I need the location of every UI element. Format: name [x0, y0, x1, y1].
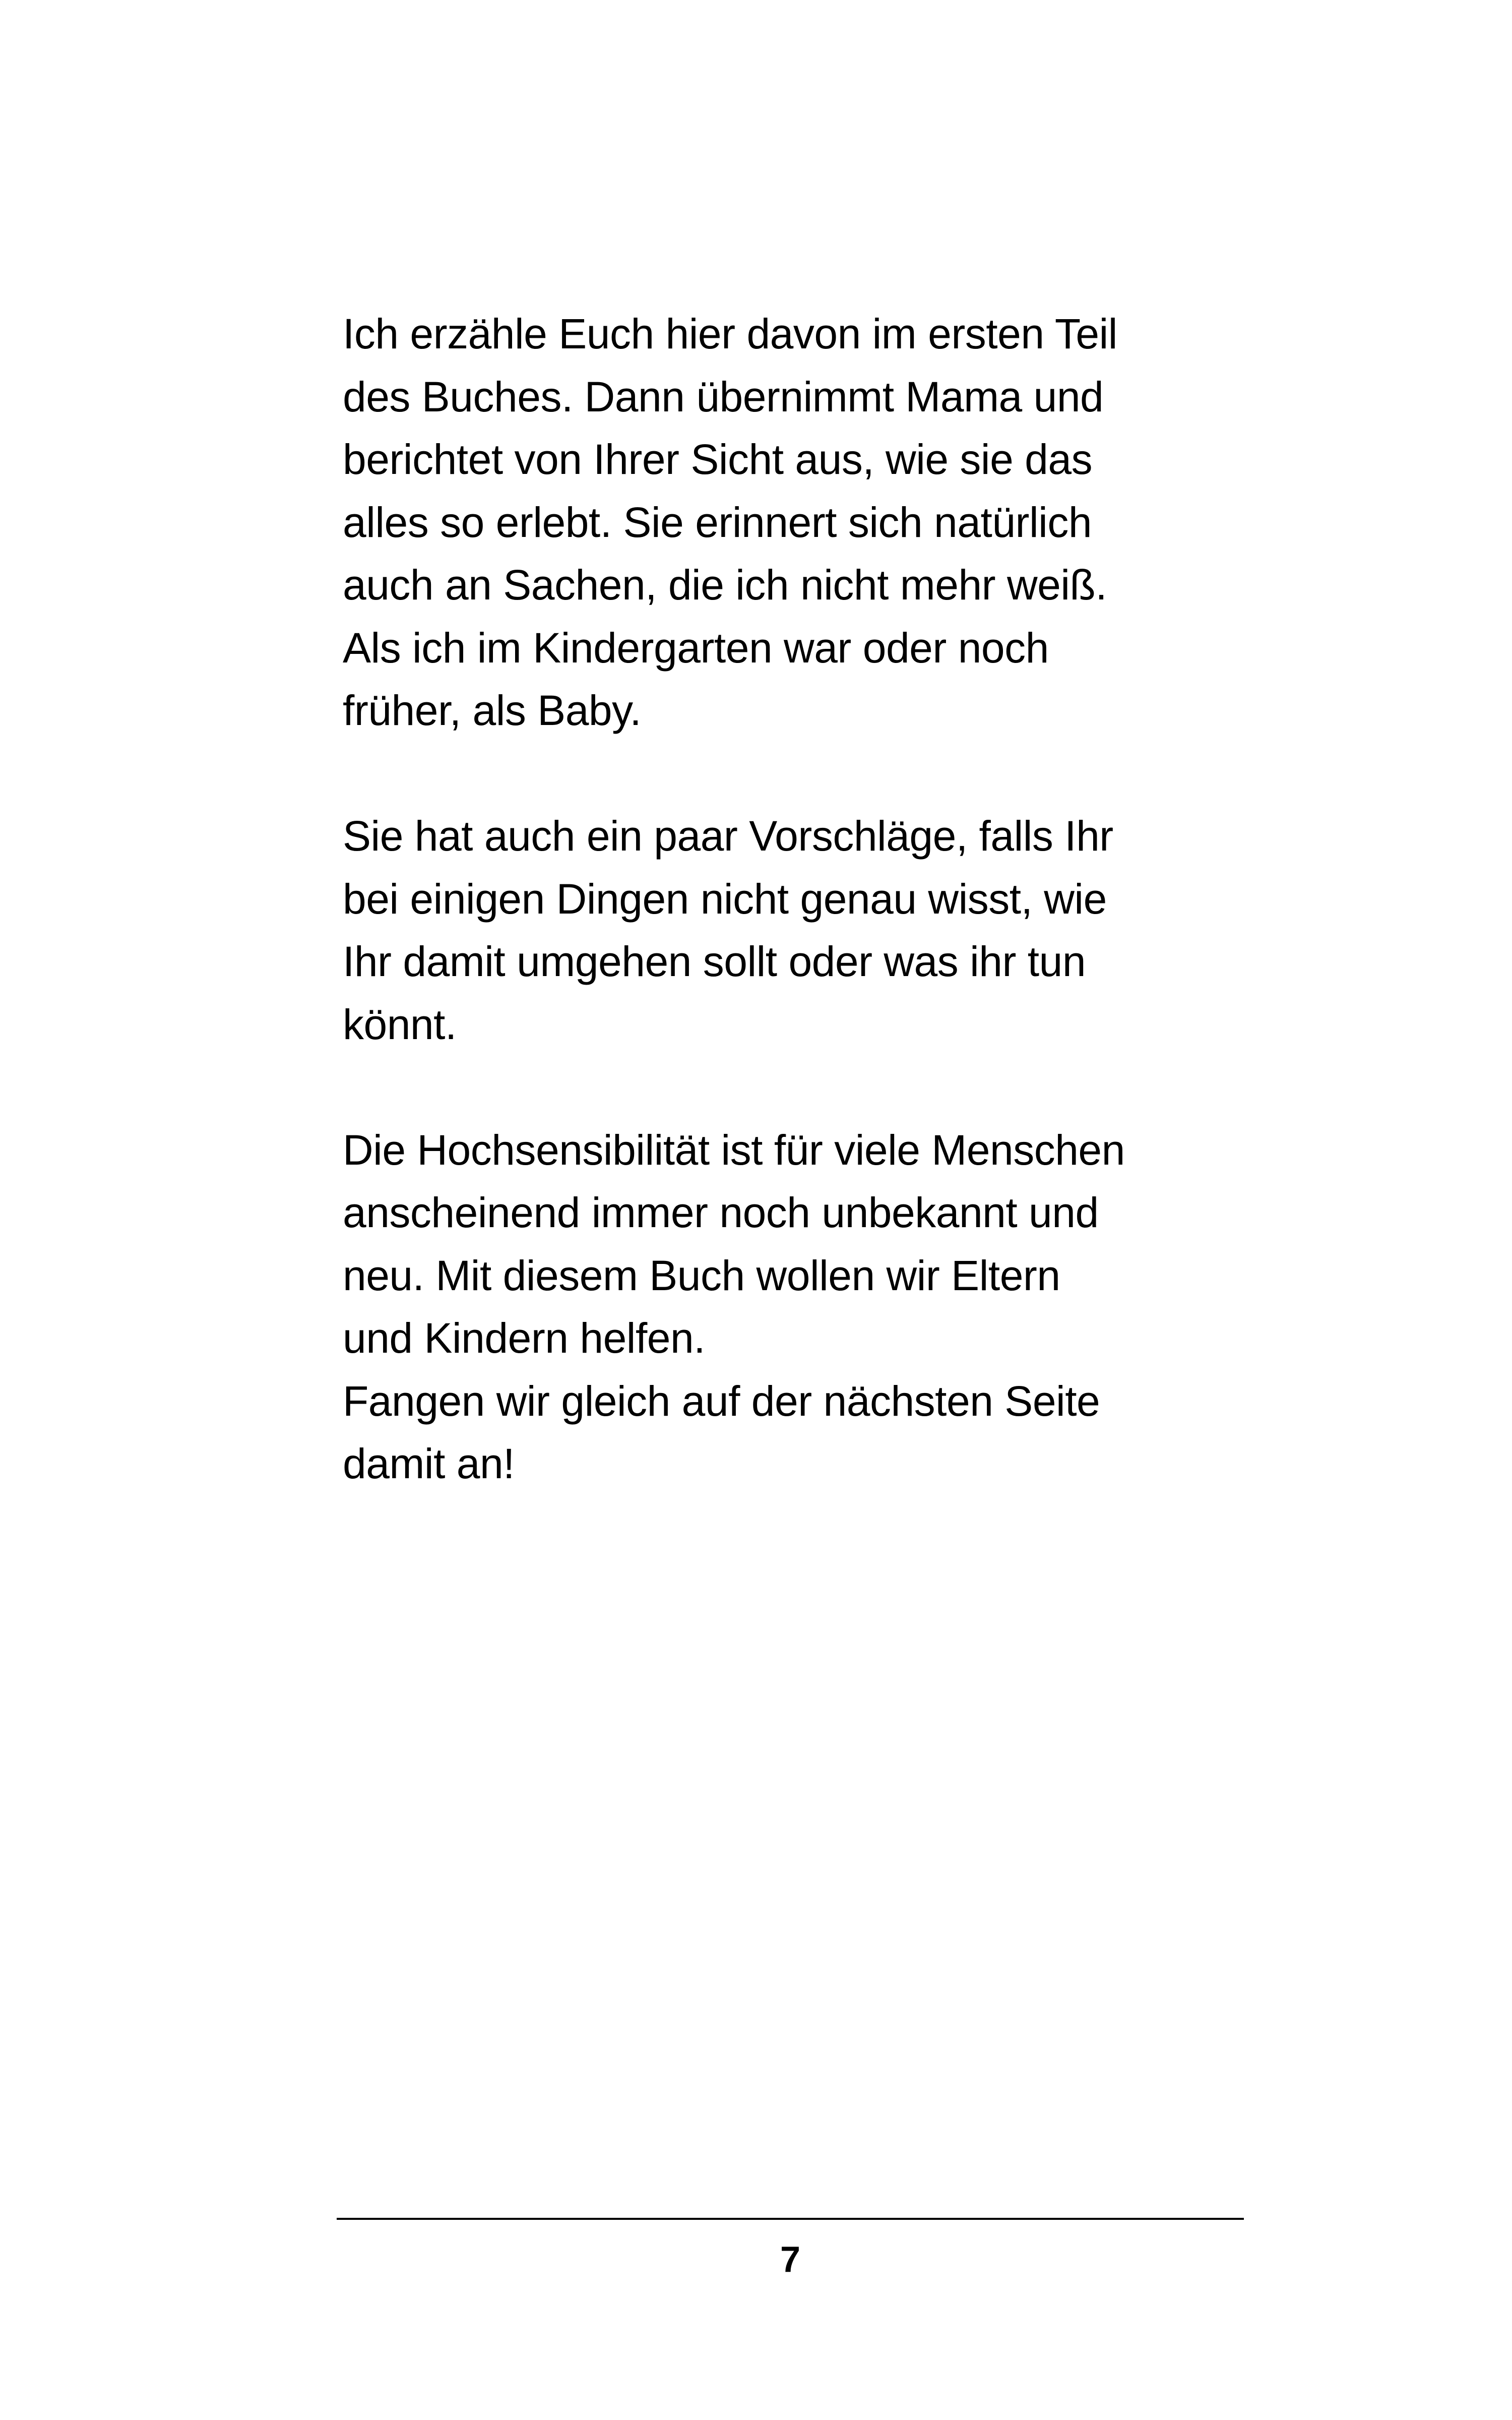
text-line: Sie hat auch ein paar Vorschläge, falls Ihr — [343, 812, 1113, 860]
text-line: des Buches. Dann übernimmt Mama und — [343, 373, 1104, 420]
text-line: könnt. — [343, 1000, 457, 1048]
text-line: früher, als Baby. — [343, 687, 642, 734]
paragraph-gap — [343, 1056, 1250, 1119]
paragraph-gap — [343, 742, 1250, 805]
text-line: damit an! — [343, 1440, 515, 1487]
text-line: und Kindern helfen. — [343, 1314, 706, 1362]
text-line: Die Hochsensibilität ist für viele Menschen — [343, 1126, 1125, 1174]
paragraph-3 — [343, 1119, 1250, 1495]
footer-divider — [337, 2218, 1244, 2220]
paragraph-2 — [343, 805, 1250, 1056]
text-line: anscheinend immer noch unbekannt und — [343, 1189, 1099, 1236]
text-line: auch an Sachen, die ich nicht mehr weiß. — [343, 561, 1107, 609]
text-line: alles so erlebt. Sie erinnert sich natürlich — [343, 498, 1092, 546]
text-line: Fangen wir gleich auf der nächsten Seite — [343, 1377, 1100, 1425]
text-line: Ich erzähle Euch hier davon im ersten Teil — [343, 310, 1117, 357]
text-line: bei einigen Dingen nicht genau wisst, wie — [343, 875, 1107, 923]
text-line: neu. Mit diesem Buch wollen wir Eltern — [343, 1251, 1060, 1299]
text-line: Als ich im Kindergarten war oder noch — [343, 624, 1049, 672]
paragraph-1 — [343, 302, 1250, 742]
page-number: 7 — [780, 2240, 801, 2280]
text-line: Ihr damit umgehen sollt oder was ihr tun — [343, 938, 1086, 985]
body-text — [343, 302, 1250, 1495]
text-line: berichtet von Ihrer Sicht aus, wie sie das — [343, 436, 1093, 483]
